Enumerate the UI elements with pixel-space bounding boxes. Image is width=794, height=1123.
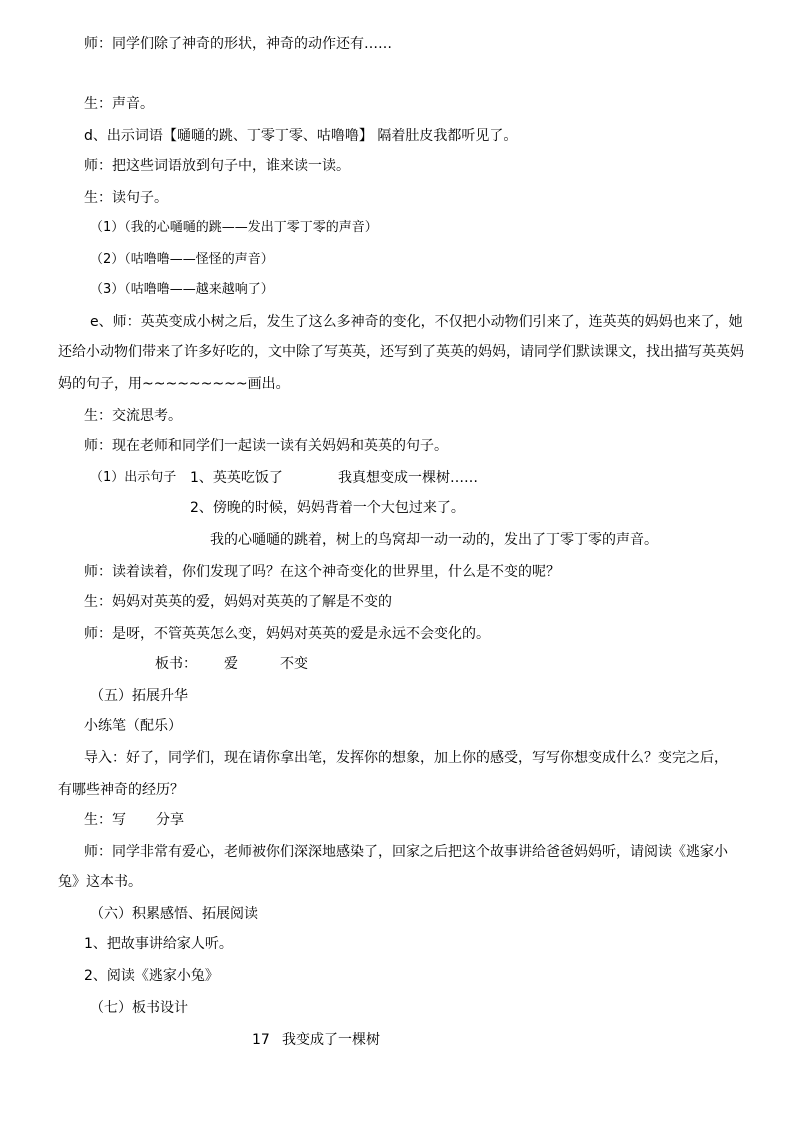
text-line: 生：读句子。 bbox=[84, 190, 168, 206]
text-line: 有哪些神奇的经历？ bbox=[58, 782, 184, 798]
text-line: 分享 bbox=[156, 812, 184, 828]
text-line: 师：把这些词语放到句子中，谁来读一读。 bbox=[84, 158, 350, 174]
text-line: 生：妈妈对英英的爱，妈妈对英英的了解是不变的 bbox=[84, 594, 392, 610]
text-line: （五）拓展升华 bbox=[90, 688, 188, 704]
text-line: 1、英英吃饭了 bbox=[190, 470, 283, 486]
text-line: 不变 bbox=[280, 656, 308, 672]
text-line: 师：同学非常有爱心，老师被你们深深地感染了，回家之后把这个故事讲给爸爸妈妈听，请阅读《逃家小 bbox=[84, 844, 728, 860]
text-line: 妈的句子，用~~~~~~~~~画出。 bbox=[58, 376, 290, 392]
text-line: 还给小动物们带来了许多好吃的，文中除了写英英，还写到了英英的妈妈，请同学们默读课文，找出描写英英妈 bbox=[58, 344, 744, 360]
text-line: e、师：英英变成小树之后，发生了这么多神奇的变化，不仅把小动物们引来了，连英英的妈妈也来了，她 bbox=[90, 314, 743, 330]
text-line: 师：是呀，不管英英怎么变，妈妈对英英的爱是永远不会变化的。 bbox=[84, 626, 490, 642]
text-line: 我真想变成一棵树…… bbox=[338, 470, 478, 486]
text-line: 师：读着读着，你们发现了吗？在这个神奇变化的世界里，什么是不变的呢？ bbox=[84, 564, 560, 580]
text-line: 爱 bbox=[224, 656, 238, 672]
text-line: 师：同学们除了神奇的形状，神奇的动作还有…… bbox=[84, 36, 392, 52]
text-line: （2）（咕噜噜——怪怪的声音） bbox=[90, 252, 274, 267]
text-line: 生：写 bbox=[84, 812, 126, 828]
text-line: 我的心嗵嗵的跳着，树上的鸟窝却一动一动的，发出了丁零丁零的声音。 bbox=[210, 532, 658, 548]
text-line: 17 bbox=[252, 1032, 270, 1048]
text-line: 师：现在老师和同学们一起读一读有关妈妈和英英的句子。 bbox=[84, 438, 448, 454]
text-line: d、出示词语【嗵嗵的跳、丁零丁零、咕噜噜】 隔着肚皮我都听见了。 bbox=[84, 128, 518, 144]
text-line: 1、把故事讲给家人听。 bbox=[84, 936, 233, 952]
text-line: 生：交流思考。 bbox=[84, 408, 182, 424]
text-line: 我变成了一棵树 bbox=[282, 1032, 380, 1048]
text-line: 小练笔（配乐） bbox=[84, 718, 182, 734]
text-line: 2、阅读《逃家小兔》 bbox=[84, 968, 219, 984]
text-line: （3）（咕噜噜——越来越响了） bbox=[90, 282, 274, 297]
text-line: （七）板书设计 bbox=[90, 1000, 188, 1016]
text-line: 生：声音。 bbox=[84, 96, 154, 112]
text-line: 兔》这本书。 bbox=[58, 874, 142, 890]
text-line: （1）出示句子 bbox=[90, 470, 177, 485]
text-line: 导入：好了，同学们，现在请你拿出笔，发挥你的想象，加上你的感受，写写你想变成什么？变完之后， bbox=[84, 750, 728, 766]
text-line: （六）积累感悟、拓展阅读 bbox=[90, 906, 258, 922]
text-line: （1）（我的心嗵嗵的跳——发出丁零丁零的声音） bbox=[90, 220, 378, 235]
text-line: 2、傍晚的时候，妈妈背着一个大包过来了。 bbox=[190, 500, 465, 516]
text-line: 板书： bbox=[155, 656, 197, 672]
